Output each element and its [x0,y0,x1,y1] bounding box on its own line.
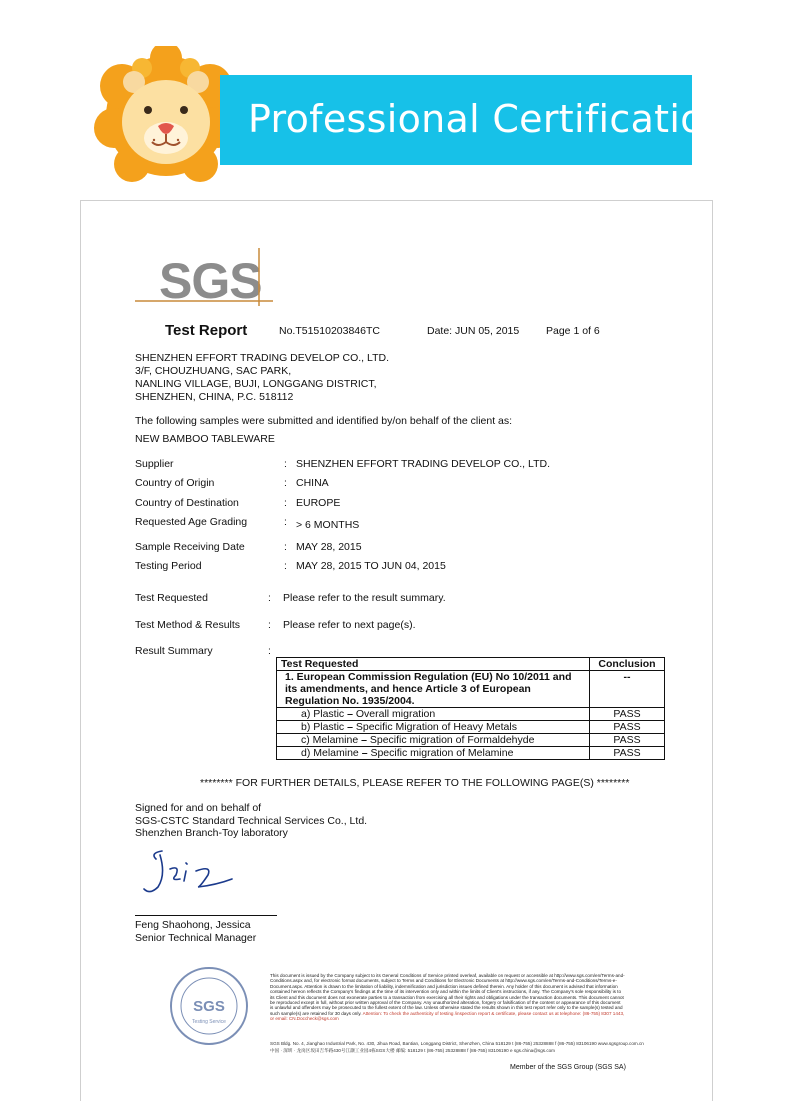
table-row [277,721,665,734]
table-row [277,708,665,721]
sub-test-name: Specific Migration of Heavy Metals [355,721,517,733]
signer-name: Feng Shaohong, Jessica [135,919,251,931]
sub-test-name: Overall migration [355,708,436,720]
field-colon: : [284,541,287,553]
signer-title: Senior Technical Manager [135,931,257,944]
field-label-receiving-date: Sample Receiving Date [135,541,245,553]
sgs-testing-service-stamp-icon [168,965,250,1047]
field-colon: : [284,516,287,528]
lion-mascot-icon [92,46,240,186]
field-value-testing-period: MAY 28, 2015 TO JUN 04, 2015 [296,560,446,572]
sgs-logo [135,248,275,306]
field-value-test-requested: Please refer to the result summary. [283,592,446,604]
field-label-destination: Country of Destination [135,497,239,509]
banner-title: Professional Certification [248,97,729,141]
signature-line [135,915,277,916]
field-value-supplier: SHENZHEN EFFORT TRADING DEVELOP CO., LTD. [296,458,550,470]
field-value-receiving-date: MAY 28, 2015 [296,541,362,553]
field-value-destination: EUROPE [296,497,341,509]
report-title: Test Report [165,322,248,339]
field-label-test-method: Test Method & Results [135,619,241,631]
field-colon: : [284,497,287,509]
disclaimer-text: This document is issued by the Company subject to its General Conditions of Service printed overleaf, available on request or accessible at http://www.sgs.com/en/Terms-and-Conditions.aspx and, for electronic format documents, subject to Terms and Conditions for Electronic Documents at http://www.sgs.com/en/Terms-and-Conditions/Terms-e-Document.aspx. Attention is drawn to the limitation of liability, indemnification and jurisdiction issues defined therein. Any holder of this document is advised that information contained hereon reflects the Company's findings at the time of its intervention only and within the limits of Client's instructions, if any. The Company's sole responsibility is to its Client and this document does not exonerate parties to a transaction from exercising all their rights and obligations under the transaction documents. This document cannot be reproduced except in full, without prior written approval of the Company. Any unauthorized alteration, forgery or falsification of the content or appearance of this document is unlawful and offenders may be prosecuted to the fullest extent of the law. Unless otherwise stated the results shown in this test report refer only to the sample(s) tested and such sample(s) are retained for 30 days only. [270,973,625,1016]
footer-addresses [270,1040,644,1054]
sgs-logo-text: SGS [159,253,262,306]
address-line: SHENZHEN, CHINA, P.C. 518112 [135,391,294,403]
footer-disclaimer [270,973,625,1022]
table-header-conclusion: Conclusion [590,658,665,671]
sub-test-name: Specific migration of Formaldehyde [369,734,535,746]
field-label-age-grading: Requested Age Grading [135,516,248,528]
sub-test-cell: c) Melamine – Specific migration of Formaldehyde [277,734,590,747]
signed-line: Shenzhen Branch-Toy laboratory [135,827,288,839]
sub-test-conclusion: PASS [590,734,665,747]
stamp-subtitle: Testing Service [192,1019,226,1025]
table-header-row [277,658,665,671]
field-value-test-method: Please refer to next page(s). [283,619,416,631]
intro-text: The following samples were submitted and identified by/on behalf of the client as: [135,415,513,427]
field-value-age-grading: > 6 MONTHS [296,519,360,531]
sub-test-cell: d) Melamine – Specific migration of Melamine [277,747,590,760]
sub-test-conclusion: PASS [590,721,665,734]
signed-line: Signed for and on behalf of [135,802,262,814]
footer-address-cn: 中国 · 深圳 · 龙岗区坂田吉华路430号江灏工业园4栋SGS大楼 邮编: 518129 t (86-755) 25328888 f (86-755) 83106190 e sgs.china@sgs.com [270,1048,555,1053]
sub-test-cell: b) Plastic – Specific Migration of Heavy Metals [277,721,590,734]
field-label-origin: Country of Origin [135,477,215,489]
client-address [135,352,389,404]
field-colon: : [284,458,287,470]
field-colon: : [284,560,287,572]
table-row [277,734,665,747]
product-name: NEW BAMBOO TABLEWARE [135,433,275,445]
field-label-test-requested: Test Requested [135,592,208,604]
field-label-supplier: Supplier [135,458,174,470]
sub-test-prefix: d) Melamine [301,747,359,759]
main-test-item: 1. European Commission Regulation (EU) No 10/2011 and its amendments, and hence Article 3 of European Regulation No. 1935/2004. [277,671,590,708]
field-label-testing-period: Testing Period [135,560,202,572]
table-header-test: Test Requested [277,658,590,671]
signer-block [135,919,256,944]
table-row [277,671,665,708]
result-summary-table [276,657,665,760]
field-value-origin: CHINA [296,477,329,489]
member-note: Member of the SGS Group (SGS SA) [510,1064,626,1071]
sub-test-name: Specific migration of Melamine [370,747,514,759]
sub-test-conclusion: PASS [590,747,665,760]
address-line: NANLING VILLAGE, BUJI, LONGGANG DISTRICT, [135,378,377,390]
field-colon: : [268,619,271,631]
address-line: SHENZHEN EFFORT TRADING DEVELOP CO., LTD. [135,352,389,364]
signed-block [135,802,367,840]
report-date: Date: JUN 05, 2015 [427,325,520,337]
sub-test-prefix: c) Melamine [301,734,359,746]
sub-test-prefix: b) Plastic [301,721,345,733]
signed-line: SGS-CSTC Standard Technical Services Co., Ltd. [135,814,368,827]
handwritten-signature [140,845,250,900]
report-number: No.T51510203846TC [279,325,380,337]
footer-address-en: SGS Bldg. No. 4, Jianghao Industrial Park, No. 430, Jihua Road, Bantian, Longgang District, Shenzhen, China 518129 t (86-755) 25328888 f (86-755) 83106190 www.sgsgroup.com.cn [270,1041,644,1046]
field-label-result-summary: Result Summary [135,645,213,657]
stamp-text: SGS [193,998,225,1015]
field-colon: : [284,477,287,489]
main-test-conclusion: -- [590,671,665,708]
sub-test-conclusion: PASS [590,708,665,721]
report-page: Page 1 of 6 [546,325,600,337]
sub-test-cell: a) Plastic – Overall migration [277,708,590,721]
further-details-note: ******** FOR FURTHER DETAILS, PLEASE REFER TO THE FOLLOWING PAGE(S) ******** [200,777,630,789]
field-colon: : [268,592,271,604]
field-colon: : [268,645,271,657]
attention-text: Attention: To check the authenticity of testing /inspection report & certificate, please contact us at telephone: (86-755) 8307 1443, or email: CN.Doccheck@sgs.com [270,1010,625,1022]
sub-test-prefix: a) Plastic [301,708,345,720]
table-row [277,747,665,760]
address-line: 3/F, CHOUZHUANG, SAC PARK, [135,365,292,377]
